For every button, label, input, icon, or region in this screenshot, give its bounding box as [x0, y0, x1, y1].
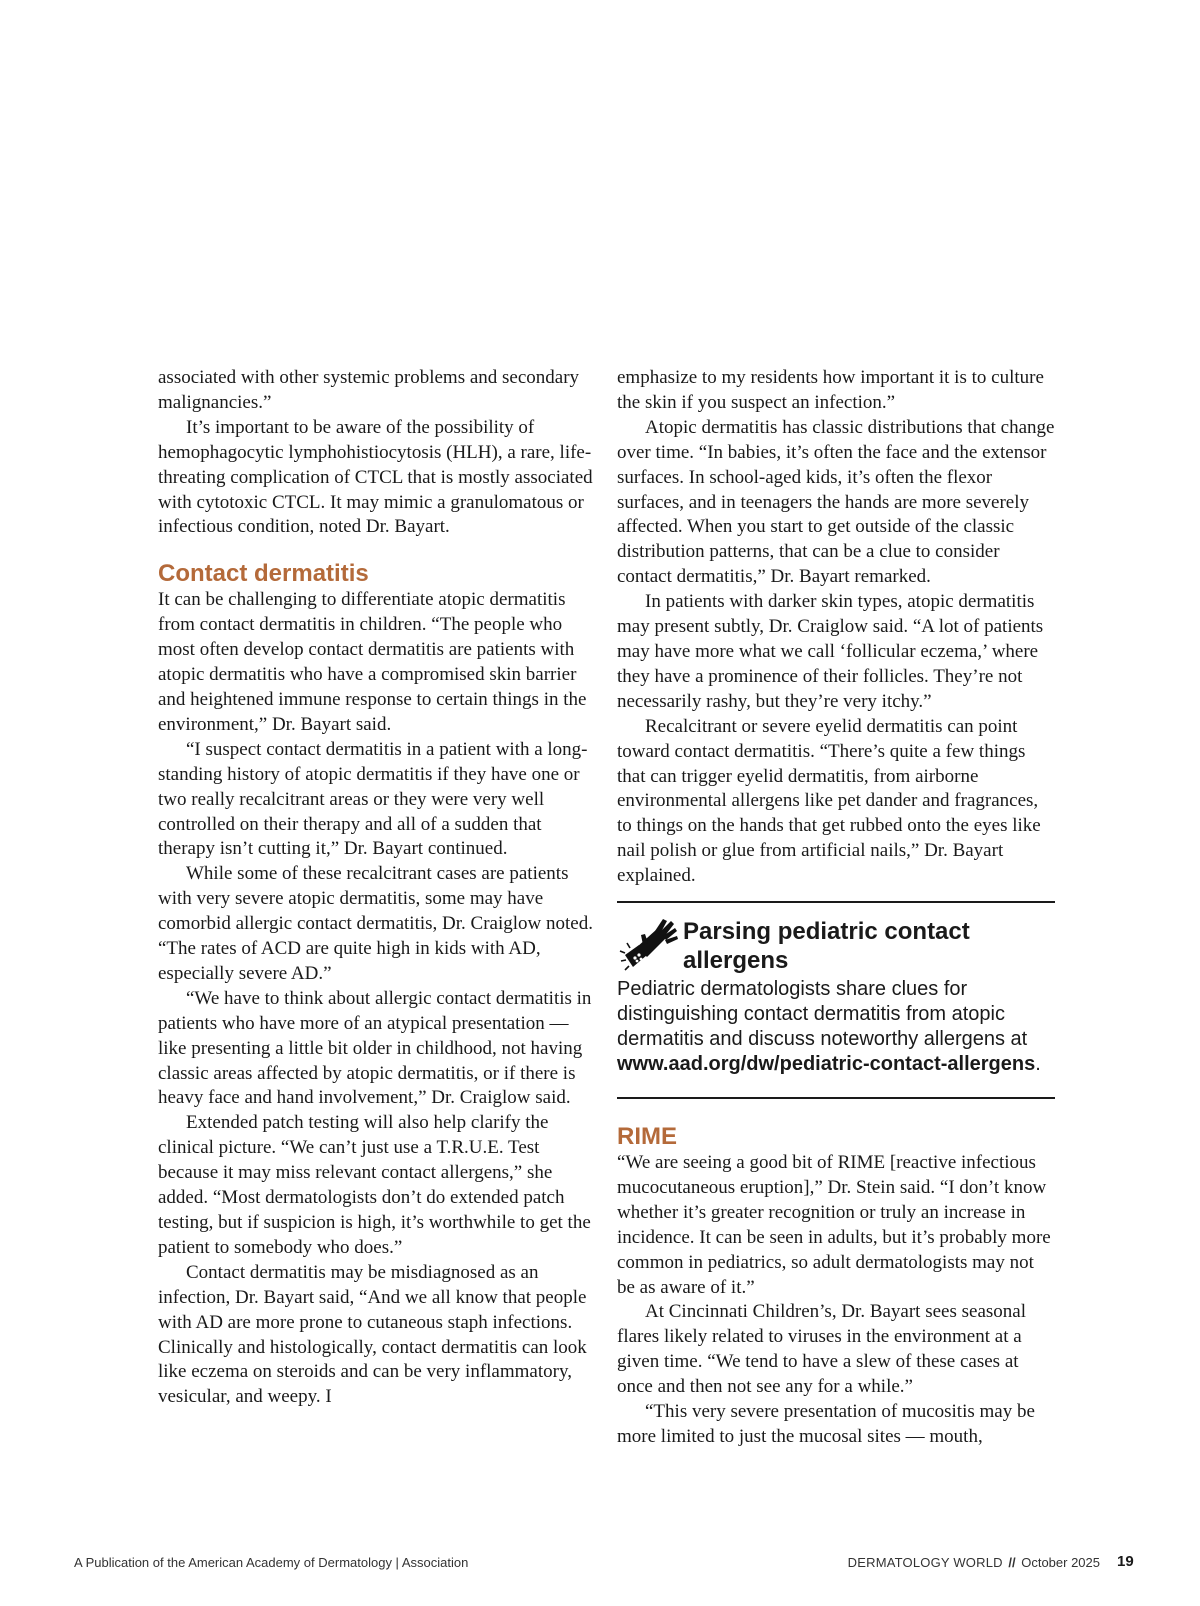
- footer-publication-name: DERMATOLOGY WORLD: [847, 1555, 1003, 1570]
- sidebar-title: Parsing pediatric contact allergens: [683, 918, 970, 975]
- footer-date: October 2025: [1021, 1555, 1100, 1570]
- pediatric-contact-allergens-link[interactable]: www.aad.org/dw/pediatric-contact-allergens: [617, 1053, 1036, 1076]
- paragraph: “We have to think about allergic contact dermatitis in patients who have more of an atypical presentation — like presenting a little bit older in childhood, not having classic areas affected by atopic dermatitis, or if there is heavy face and hand involvement,” Dr. Craiglow said.: [158, 987, 592, 1109]
- paragraph: While some of these recalcitrant cases are patients with very severe atopic dermatitis, some may have comorbid allergic contact dermatitis, Dr. Craiglow noted. “The rates of ACD are quite high in kids with AD, especially severe AD.”: [158, 863, 593, 984]
- paragraph: Contact dermatitis may be misdiagnosed as an infection, Dr. Bayart said, “And we all know that people with AD are more prone to cutaneous staph infections. Clinically and histologically, contact dermatitis can look like eczema on steroids and can be very inflammatory, vesicular, and weepy. I: [158, 1261, 587, 1408]
- sidebar-body-text: Pediatric dermatologists share clues for distinguishing contact dermatitis from atopic dermatitis and discuss noteworthy allergens at: [617, 978, 1028, 1051]
- sidebar-body-suffix: .: [1035, 1053, 1041, 1076]
- paragraph: “I suspect contact dermatitis in a patient with a long-standing history of atopic dermatitis if they have one or two really recalcitrant areas or they were very well controlled on their therapy and all of a sudden that therapy isn’t cutting it,” Dr. Bayart continued.: [158, 738, 588, 860]
- paragraph: It’s important to be aware of the possibility of hemophagocytic lymphohistiocytosis (HLH), a rare, life-threating complication of CTCL that is mostly associated with cytotoxic CTCL. It may mimic a granulomatous or infectious condition, noted Dr. Bayart.: [158, 416, 593, 538]
- sidebar-box: [617, 901, 1055, 1099]
- paragraph: emphasize to my residents how important it is to culture the skin if you suspect an infection.”: [617, 367, 1044, 413]
- paragraph: Recalcitrant or severe eyelid dermatitis can point toward contact dermatitis. “There’s quite a few things that can trigger eyelid dermatitis, from airborne environmental allergens like pet dander and fragrances, to things on the hands that get rubbed onto the eyes like nail polish or glue from artificial nails,” Dr. Bayart explained.: [617, 715, 1041, 887]
- paragraph: “This very severe presentation of mucositis may be more limited to just the mucosal sites — mouth,: [617, 1401, 1035, 1447]
- paragraph: associated with other systemic problems and secondary malignancies.”: [158, 367, 580, 413]
- paragraph: Extended patch testing will also help clarify the clinical picture. “We can’t just use a T.R.U.E. Test because it may miss relevant contact allergens,” she added. “Most dermatologists don’t do extended patch testing, but if suspicion is high, it’s worthwhile to get the patient to somebody who does.”: [158, 1112, 591, 1258]
- footer-separator: //: [1008, 1555, 1016, 1570]
- section-heading-rime: RIME: [617, 1123, 677, 1151]
- left-column: [158, 366, 596, 1410]
- footer-publication: [848, 1555, 1100, 1570]
- sidebar-body: [617, 977, 1055, 1077]
- section-heading-contact-dermatitis: Contact dermatitis: [158, 560, 369, 588]
- page-number: 19: [1117, 1553, 1134, 1570]
- paragraph: “We are seeing a good bit of RIME [reactive infectious mucocutaneous eruption],” Dr. Stein said. “I don’t know whether it’s greater recognition or truly an increase in incidence. It can be seen in adults, but it’s probably more common in pediatrics, so adult dermatologists may not be as aware of it.”: [617, 1152, 1051, 1298]
- paragraph: At Cincinnati Children’s, Dr. Bayart sees seasonal flares likely related to viruses in the environment at a given time. “We tend to have a slew of these cases at once and then not see any for a while.”: [617, 1301, 1026, 1398]
- footer-publisher: A Publication of the American Academy of Dermatology | Association: [74, 1555, 469, 1570]
- sidebar-header: [617, 917, 1055, 977]
- paragraph: It can be challenging to differentiate atopic dermatitis from contact dermatitis in children. “The people who most often develop contact dermatitis are patients with atopic dermatitis who have a compromised skin barrier and heightened immune response to certain things in the environment,” Dr. Bayart said.: [158, 589, 587, 735]
- paragraph: In patients with darker skin types, atopic dermatitis may present subtly, Dr. Craiglow said. “A lot of patients may have more what we call ‘follicular eczema,’ where they have a prominence of their follicles. They’re not necessarily rashy, but they’re very itchy.”: [617, 591, 1044, 712]
- paragraph: Atopic dermatitis has classic distributions that change over time. “In babies, it’s often the face and the extensor surfaces. In school-aged kids, it’s often the flexor surfaces, and in teenagers the hands are more severely affected. When you start to get outside of the classic distribution patterns, that can be a clue to consider contact dermatitis,” Dr. Bayart remarked.: [617, 416, 1055, 588]
- right-column: [617, 366, 1055, 1450]
- hand-with-irritation-icon: [617, 915, 683, 977]
